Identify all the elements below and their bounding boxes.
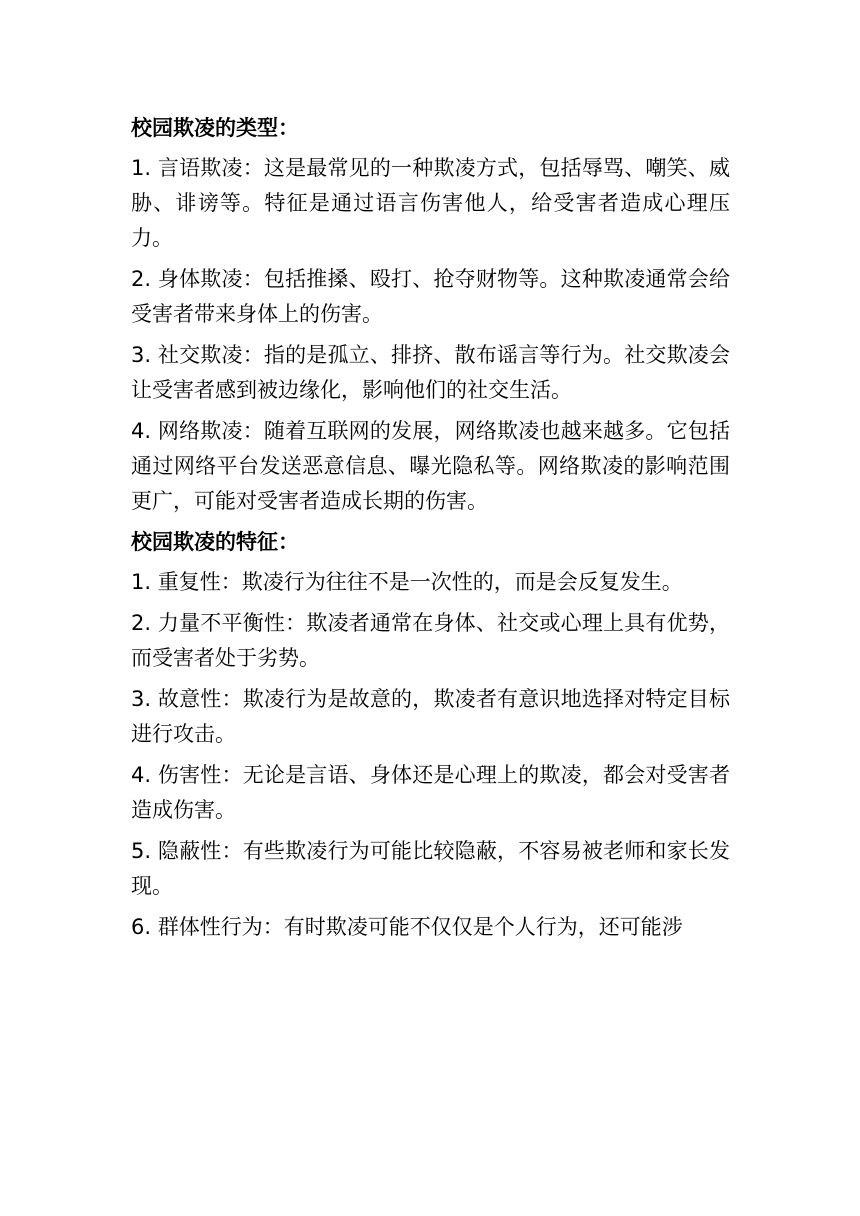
- section-bullying-features: [131, 525, 730, 945]
- section-bullying-types: [131, 111, 730, 519]
- list-item: 4. 伤害性：无论是言语、身体还是心理上的欺凌，都会对受害者造成伤害。: [131, 763, 730, 822]
- list-item: 2. 身体欺凌：包括推搡、殴打、抢夺财物等。这种欺凌通常会给受害者带来身体上的伤害。: [131, 267, 730, 326]
- list-item: 1. 言语欺凌：这是最常见的一种欺凌方式，包括辱骂、嘲笑、威胁、诽谤等。特征是通过语言伤害他人，给受害者造成心理压力。: [131, 156, 730, 250]
- list-item: 3. 故意性：欺凌行为是故意的，欺凌者有意识地选择对特定目标进行攻击。: [131, 687, 730, 746]
- list-item: 4. 网络欺凌：随着互联网的发展，网络欺凌也越来越多。它包括通过网络平台发送恶意信息、曝光隐私等。网络欺凌的影响范围更广，可能对受害者造成长期的伤害。: [131, 419, 730, 513]
- section-heading: 校园欺凌的类型：: [131, 116, 299, 140]
- section-heading: 校园欺凌的特征：: [131, 530, 299, 554]
- list-item: 5. 隐蔽性：有些欺凌行为可能比较隐蔽，不容易被老师和家长发现。: [131, 839, 730, 898]
- list-item: 6. 群体性行为：有时欺凌可能不仅仅是个人行为，还可能涉: [131, 915, 683, 939]
- list-item: 1. 重复性：欺凌行为往往不是一次性的，而是会反复发生。: [131, 570, 683, 594]
- document-body: [131, 111, 730, 951]
- list-item: 2. 力量不平衡性：欺凌者通常在身体、社交或心理上具有优势，而受害者处于劣势。: [131, 611, 730, 670]
- list-item: 3. 社交欺凌：指的是孤立、排挤、散布谣言等行为。社交欺凌会让受害者感到被边缘化，影响他们的社交生活。: [131, 343, 730, 402]
